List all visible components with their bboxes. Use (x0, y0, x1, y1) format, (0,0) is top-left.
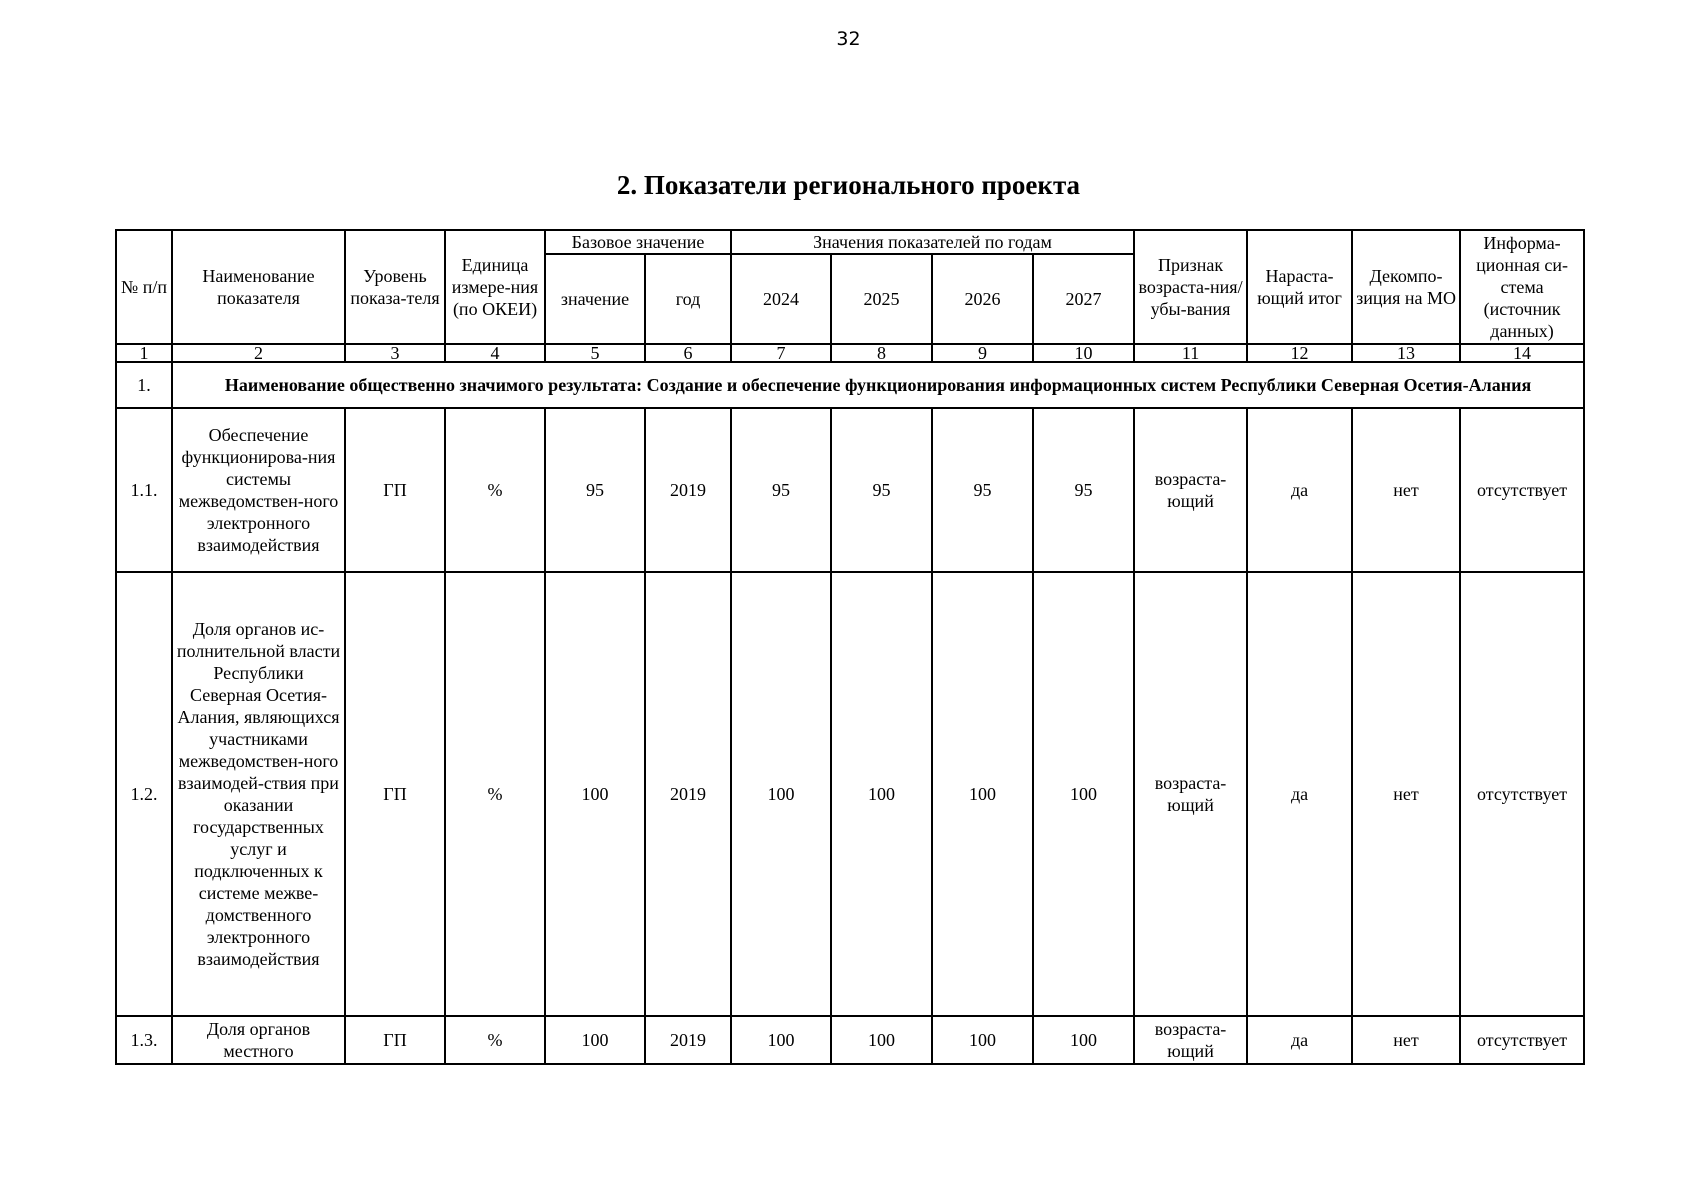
indicator-name: Доля органов ис-полнительной власти Республики Северная Осетия-Алания, являющихся участниками межведомствен-ного взаимодей-ствия при оказании государственных услуг и подключенных к системе межве-домственного электронного взаимодействия (172, 572, 345, 1016)
column-number: 3 (345, 344, 445, 362)
trend: возраста-ющий (1134, 408, 1247, 572)
header-years-group: Значения показателей по годам (731, 230, 1134, 254)
column-number: 10 (1033, 344, 1134, 362)
indicator-name: Доля органов местного (172, 1016, 345, 1064)
base-year: 2019 (645, 572, 731, 1016)
header-unit: Единица измере-ния (по ОКЕИ) (445, 230, 545, 344)
cumulative: да (1247, 572, 1352, 1016)
header-trend: Признак возраста-ния/ убы-вания (1134, 230, 1247, 344)
decomposition: нет (1352, 1016, 1460, 1064)
group-title: Наименование общественно значимого результата: Создание и обеспечение функционирования информационных систем Республики Северная Осетия-Алания (172, 362, 1584, 408)
decomposition: нет (1352, 408, 1460, 572)
value-2024: 95 (731, 408, 831, 572)
base-value: 100 (545, 572, 645, 1016)
cumulative: да (1247, 1016, 1352, 1064)
info-system: отсутствует (1460, 408, 1584, 572)
value-2025: 95 (831, 408, 932, 572)
header-year-2027: 2027 (1033, 254, 1134, 344)
value-2025: 100 (831, 572, 932, 1016)
value-2027: 95 (1033, 408, 1134, 572)
row-num: 1.3. (116, 1016, 172, 1064)
indicator-level: ГП (345, 572, 445, 1016)
trend: возраста-ющий (1134, 572, 1247, 1016)
header-cumulative: Нараста-ющий итог (1247, 230, 1352, 344)
cumulative: да (1247, 408, 1352, 572)
value-2026: 100 (932, 1016, 1033, 1064)
group-num: 1. (116, 362, 172, 408)
header-base-value: значение (545, 254, 645, 344)
header-level: Уровень показа-теля (345, 230, 445, 344)
base-value: 100 (545, 1016, 645, 1064)
section-title: 2. Показатели регионального проекта (616, 170, 1081, 200)
column-number: 14 (1460, 344, 1584, 362)
header-name: Наименование показателя (172, 230, 345, 344)
column-number: 8 (831, 344, 932, 362)
indicator-level: ГП (345, 408, 445, 572)
indicator-name: Обеспечение функционирова-ния системы межведомствен-ного электронного взаимодействия (172, 408, 345, 572)
column-number: 9 (932, 344, 1033, 362)
page-number: 32 (836, 28, 861, 50)
value-2024: 100 (731, 1016, 831, 1064)
row-num: 1.2. (116, 572, 172, 1016)
base-year: 2019 (645, 408, 731, 572)
decomposition: нет (1352, 572, 1460, 1016)
header-num: № п/п (116, 230, 172, 344)
row-num: 1.1. (116, 408, 172, 572)
table-row (116, 1016, 1584, 1064)
value-2026: 95 (932, 408, 1033, 572)
column-number: 12 (1247, 344, 1352, 362)
indicator-unit: % (445, 1016, 545, 1064)
value-2027: 100 (1033, 572, 1134, 1016)
column-number: 4 (445, 344, 545, 362)
column-number: 11 (1134, 344, 1247, 362)
column-number: 1 (116, 344, 172, 362)
trend: возраста-ющий (1134, 1016, 1247, 1064)
header-base-year: год (645, 254, 731, 344)
column-numbers-row (116, 344, 1584, 362)
info-system: отсутствует (1460, 1016, 1584, 1064)
table-row (116, 408, 1584, 572)
header-year-2026: 2026 (932, 254, 1033, 344)
value-2026: 100 (932, 572, 1033, 1016)
header-base-group: Базовое значение (545, 230, 731, 254)
column-number: 7 (731, 344, 831, 362)
header-decomposition: Декомпо-зиция на МО (1352, 230, 1460, 344)
indicator-level: ГП (345, 1016, 445, 1064)
header-row-1 (116, 230, 1584, 254)
value-2024: 100 (731, 572, 831, 1016)
header-info-system: Информа-ционная си-стема (источник данных) (1460, 230, 1584, 344)
value-2025: 100 (831, 1016, 932, 1064)
indicators-table (115, 229, 1585, 1065)
indicator-unit: % (445, 572, 545, 1016)
header-year-2025: 2025 (831, 254, 932, 344)
column-number: 5 (545, 344, 645, 362)
indicator-unit: % (445, 408, 545, 572)
column-number: 13 (1352, 344, 1460, 362)
column-number: 2 (172, 344, 345, 362)
header-year-2024: 2024 (731, 254, 831, 344)
info-system: отсутствует (1460, 572, 1584, 1016)
value-2027: 100 (1033, 1016, 1134, 1064)
base-value: 95 (545, 408, 645, 572)
table-row (116, 572, 1584, 1016)
base-year: 2019 (645, 1016, 731, 1064)
group-row (116, 362, 1584, 408)
column-number: 6 (645, 344, 731, 362)
